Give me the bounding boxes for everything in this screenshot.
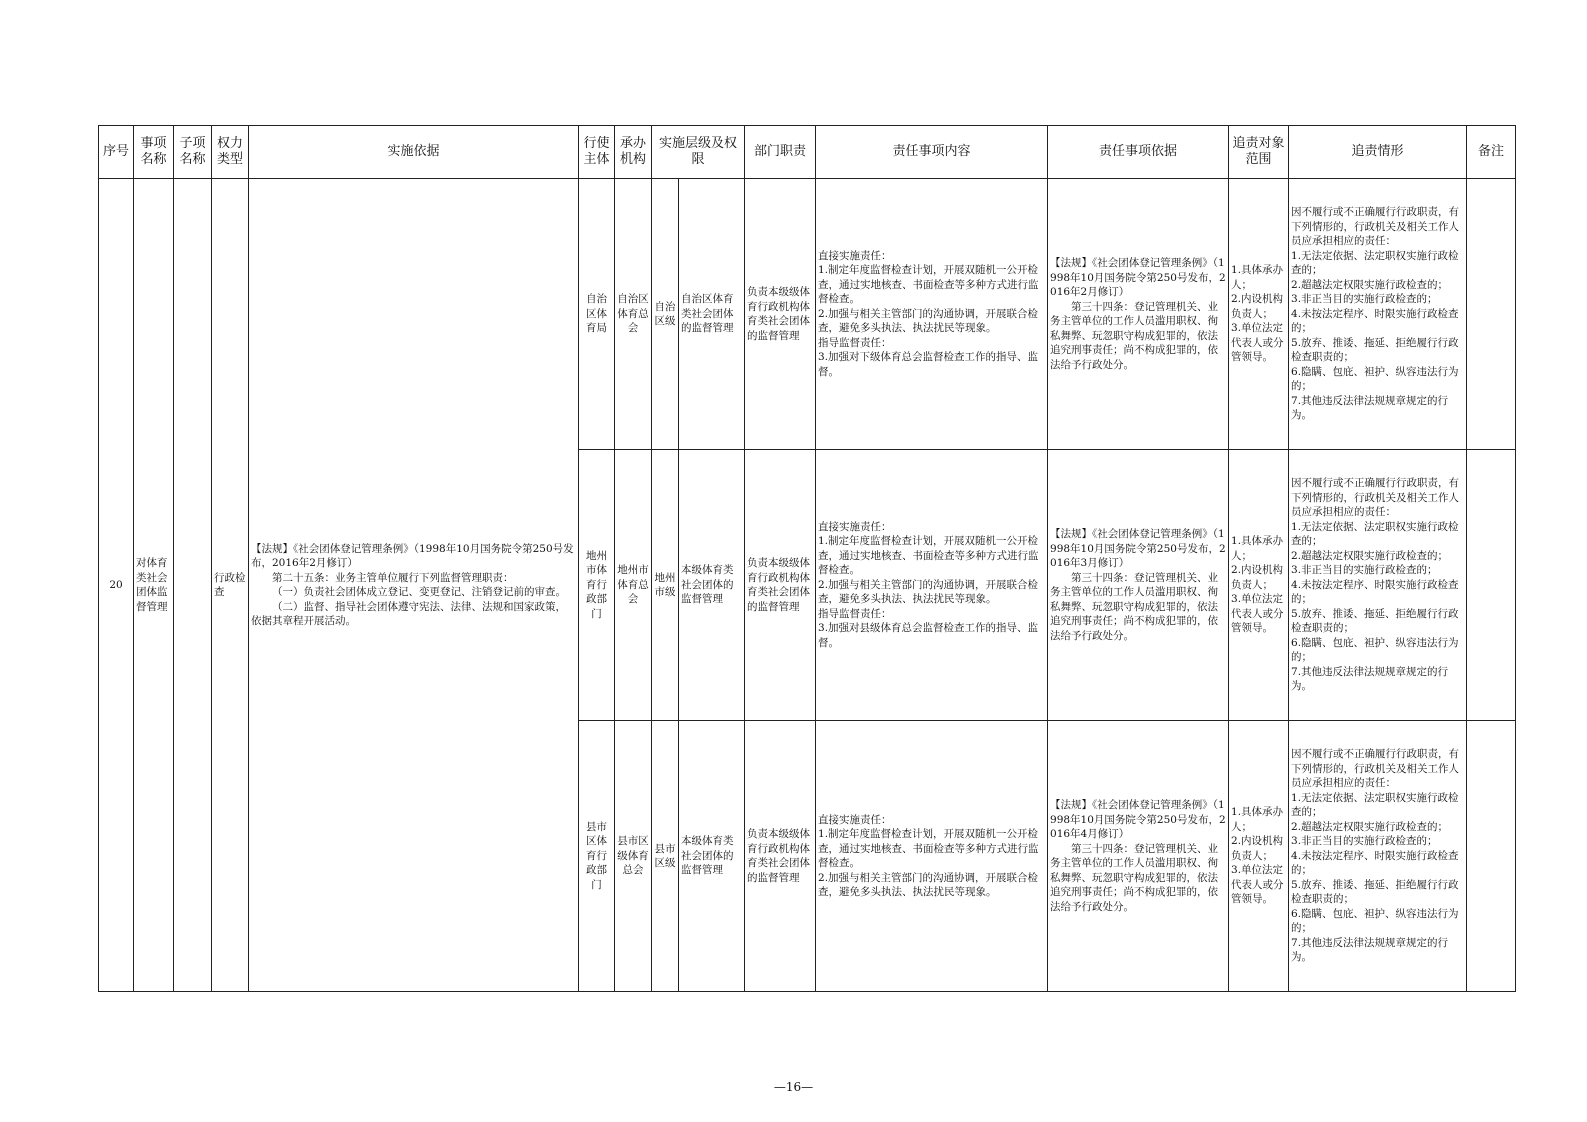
scope-line: 2.内设机构负责人； [1231,293,1284,320]
header-cell: 实施层级及权限 [652,126,745,179]
case-line: 因不履行或不正确履行行政职责，有下列情形的，行政机关及相关工作人员应承担相应的责任： [1291,748,1460,790]
scope-line: 1.具体承办人； [1231,806,1284,833]
basis-line: 第三十四条：登记管理机关、业务主管单位的工作人员滥用职权、徇私舞弊、玩忽职守构成犯罪的，依法追究刑事责任；尚不构成犯罪的，依法给予行政处分。 [1050,300,1219,371]
case-line: 5.放弃、推诿、拖延、拒绝履行行政检查职责的； [1291,878,1459,906]
item-name: 对体育类社会团体监督管理 [134,179,174,992]
content-line: 3.加强对县级体育总会监督检查工作的指导、监督。 [818,622,1039,649]
case-line: 6.隐瞒、包庇、袒护、纵容违法行为的； [1291,636,1459,664]
undertaking-agency: 地州市体育总会 [615,450,652,721]
header-cell: 权力类型 [212,126,249,179]
page-number: —16— [773,1080,814,1094]
responsibility-content [816,450,1048,721]
case-line: 6.隐瞒、包庇、袒护、纵容违法行为的； [1291,907,1459,935]
implementation-basis [249,179,579,992]
remark [1467,179,1516,450]
content-line: 2.加强与相关主管部门的沟通协调，开展联合检查，避免多头执法、执法扰民等现象。 [818,871,1039,898]
department-duty: 负责本级级体育行政机构体育类社会团体的监督管理 [745,179,816,450]
level-authority: 自治区体育类社会团体的监督管理 [679,179,745,450]
header-row [99,126,1516,179]
case-line: 7.其他违反法律法规规章规定的行为。 [1291,936,1449,964]
remark [1467,721,1516,992]
level-authority: 本级体育类社会团体的监督管理 [679,450,745,721]
responsibility-table [98,125,1516,992]
case-line: 1.无法定依据、法定职权实施行政检查的； [1291,520,1459,548]
header-cell: 追责情形 [1289,126,1467,179]
case-line: 1.无法定依据、法定职权实施行政检查的； [1291,249,1459,277]
basis-law-title: 【法规】《社会团体登记管理条例》（1998年10月国务院令第250号发布，2016年2月修订） [251,542,574,569]
case-line: 6.隐瞒、包庇、袒护、纵容违法行为的； [1291,365,1459,393]
case-line: 3.非正当目的实施行政检查的； [1291,564,1438,577]
header-cell: 追责对象范围 [1229,126,1289,179]
content-line: 1.制定年度监督检查计划，开展双随机一公开检查，通过实地核查、书面检查等多种方式进行监督检查。 [818,264,1039,306]
case-line: 因不履行或不正确履行行政职责，有下列情形的，行政机关及相关工作人员应承担相应的责任： [1291,477,1460,519]
header-cell: 实施依据 [249,126,579,179]
implementation-level: 县市区级 [652,721,679,992]
header-cell: 事项名称 [134,126,174,179]
content-line: 1.制定年度监督检查计划，开展双随机一公开检查，通过实地核查、书面检查等多种方式进行监督检查。 [818,828,1039,869]
case-line: 2.超越法定权限实施行政检查的； [1291,278,1449,291]
level-authority: 本级体育类社会团体的监督管理 [679,721,745,992]
header-cell: 部门职责 [745,126,816,179]
basis-clause-1: （一）负责社会团体成立登记、变更登记、注销登记前的审查。 [272,586,566,598]
content-line: 1.制定年度监督检查计划，开展双随机一公开检查，通过实地核查、书面检查等多种方式进行监督检查。 [818,535,1039,577]
content-line: 直接实施责任： [818,813,892,826]
undertaking-agency: 自治区体育总会 [615,179,652,450]
accountability-scope [1229,179,1289,450]
basis-line: 【法规】《社会团体登记管理条例》（1998年10月国务院令第250号发布，2016年3月修订） [1050,528,1226,569]
basis-line: 【法规】《社会团体登记管理条例》（1998年10月国务院令第250号发布，2016年2月修订） [1050,257,1226,298]
case-line: 5.放弃、推诿、拖延、拒绝履行行政检查职责的； [1291,336,1459,364]
content-line: 3.加强对下级体育总会监督检查工作的指导、监督。 [818,351,1039,378]
item-number: 20 [99,179,134,992]
content-line: 指导监督责任： [818,336,892,349]
department-duty: 负责本级级体育行政机构体育类社会团体的监督管理 [745,721,816,992]
header-cell: 序号 [99,126,134,179]
executing-subject: 县市区体育行政部门 [579,721,615,992]
accountability-scope [1229,450,1289,721]
header-cell: 备注 [1467,126,1516,179]
case-line: 3.非正当目的实施行政检查的； [1291,835,1438,848]
accountability-cases [1289,721,1467,992]
responsibility-content [816,721,1048,992]
basis-line: 【法规】《社会团体登记管理条例》（1998年10月国务院令第250号发布，2016年4月修订） [1050,799,1226,840]
header-cell: 子项名称 [174,126,212,179]
header-cell: 行使主体 [579,126,615,179]
content-line: 直接实施责任： [818,249,892,262]
table-row [99,179,1516,450]
case-line: 1.无法定依据、法定职权实施行政检查的； [1291,791,1459,819]
basis-line: 第三十四条：登记管理机关、业务主管单位的工作人员滥用职权、徇私舞弊、玩忽职守构成犯罪的，依法追究刑事责任；尚不构成犯罪的，依法给予行政处分。 [1050,571,1219,642]
executing-subject: 自治区体育局 [579,179,615,450]
case-line: 2.超越法定权限实施行政检查的； [1291,549,1449,562]
responsibility-content [816,179,1048,450]
accountability-cases [1289,179,1467,450]
scope-line: 3.单位法定代表人或分管领导。 [1231,322,1284,364]
basis-line: 第三十四条：登记管理机关、业务主管单位的工作人员滥用职权、徇私舞弊、玩忽职守构成犯罪的，依法追究刑事责任；尚不构成犯罪的，依法给予行政处分。 [1050,842,1219,913]
responsibility-basis [1048,179,1229,450]
case-line: 7.其他违反法律法规规章规定的行为。 [1291,665,1449,693]
scope-line: 3.单位法定代表人或分管领导。 [1231,864,1284,906]
scope-line: 1.具体承办人； [1231,264,1284,291]
remark [1467,450,1516,721]
undertaking-agency: 县市区级体育总会 [615,721,652,992]
case-line: 4.未按法定程序、时限实施行政检查的； [1291,849,1459,877]
case-line: 因不履行或不正确履行行政职责，有下列情形的，行政机关及相关工作人员应承担相应的责任： [1291,206,1460,248]
department-duty: 负责本级级体育行政机构体育类社会团体的监督管理 [745,450,816,721]
scope-line: 2.内设机构负责人； [1231,835,1284,862]
header-cell: 责任事项内容 [816,126,1048,179]
case-line: 7.其他违反法律法规规章规定的行为。 [1291,394,1449,422]
header-cell: 责任事项依据 [1048,126,1229,179]
executing-subject: 地州市体育行政部门 [579,450,615,721]
accountability-scope [1229,721,1289,992]
case-line: 4.未按法定程序、时限实施行政检查的； [1291,307,1459,335]
content-line: 指导监督责任： [818,607,892,620]
basis-article: 第二十五条：业务主管单位履行下列监督管理职责： [272,571,514,584]
responsibility-basis [1048,450,1229,721]
accountability-cases [1289,450,1467,721]
implementation-level: 自治区级 [652,179,679,450]
implementation-level: 地州市级 [652,450,679,721]
case-line: 3.非正当目的实施行政检查的； [1291,293,1438,306]
scope-line: 2.内设机构负责人； [1231,564,1284,591]
content-line: 直接实施责任： [818,520,892,533]
content-line: 2.加强与相关主管部门的沟通协调，开展联合检查，避免多头执法、执法扰民等现象。 [818,578,1039,606]
sub-item-name [174,179,212,992]
content-line: 2.加强与相关主管部门的沟通协调，开展联合检查，避免多头执法、执法扰民等现象。 [818,307,1039,335]
case-line: 5.放弃、推诿、拖延、拒绝履行行政检查职责的； [1291,607,1459,635]
scope-line: 3.单位法定代表人或分管领导。 [1231,593,1284,635]
power-type: 行政检查 [212,179,249,992]
scope-line: 1.具体承办人； [1231,535,1284,562]
responsibility-basis [1048,721,1229,992]
case-line: 4.未按法定程序、时限实施行政检查的； [1291,578,1459,606]
basis-clause-2: （二）监督、指导社会团体遵守宪法、法律、法规和国家政策，依据其章程开展活动。 [251,600,566,627]
header-cell: 承办机构 [615,126,652,179]
case-line: 2.超越法定权限实施行政检查的； [1291,820,1449,833]
